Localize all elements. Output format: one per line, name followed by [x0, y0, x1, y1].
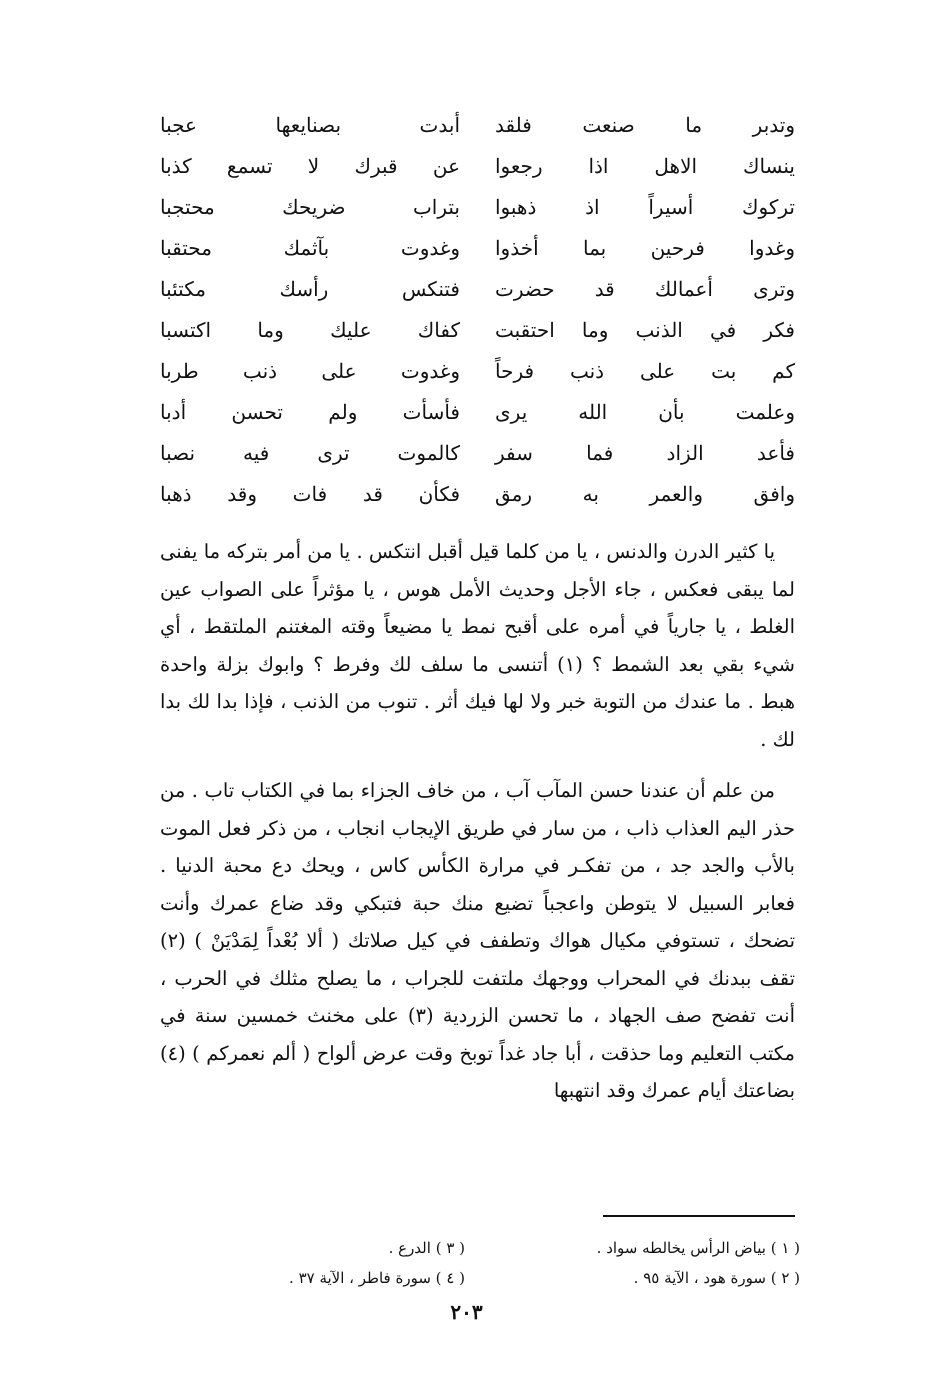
footnotes [190, 1233, 800, 1293]
verse-first-half: فكر في الذنب وما احتقبت [495, 318, 795, 342]
verse [160, 269, 795, 310]
paragraph-second: من علم أن عندنا حسن المآب آب ، من خاف الجزاء بما في الكتاب تاب . من حذر اليم العذاب ذاب ، من سار في طريق الإيجاب انجاب ، من ذكر فعل الموت بالأب والجد جد ، من تفكـر في مرارة الكأس كاس ، ويحك دع محبة الدنيا . فعابر السبيل لا يتوطن واعجباً تضيع منك حبة فتبكي وقد ضاع عمرك وأنت تضحك ، تستوفي مكيال هواك وتطفف في كيل صلاتك ( ألا بُعْداً لِمَدْيَنْ ) (٢) تقف ببدنك في المحراب ووجهك ملتفت للجراب ، ما يصلح مثلك في الحرب ، أنت تفضح صف الجهاد ، ما تحسن الزردية (٣) على مخنث خمسين سنة في مكتب التعليم وما حذقت ، أبا جاد غداً توبخ وقت عرض ألواح ( ألم نعمركم ) (٤) بضاعتك أيام عمرك وقد انتهبها [160, 779, 795, 1102]
page-body [160, 105, 795, 1124]
footnote-4: ( ٤ ) سورة فاطر ، الآية ٣٧ . [289, 1269, 465, 1287]
verse-first-half: فأعد الزاد فما سفر [495, 441, 795, 465]
verse-first-half: وعلمت بأن الله يرى [495, 400, 795, 424]
verse [160, 146, 795, 187]
verse-second-half: وغدوت على ذنب طربا [160, 359, 460, 383]
verse [160, 392, 795, 433]
poem [160, 105, 795, 515]
verse-first-half: كم بت على ذنب فرحاً [495, 359, 795, 383]
verse-first-half: تركوك أسيراً اذ ذهبوا [495, 195, 795, 219]
verse-second-half: فتنكس رأسك مكتئبا [160, 277, 460, 301]
footnote-3: ( ٣ ) الدرع . [388, 1239, 465, 1257]
verse-second-half: فكأن قد فات وقد ذهبا [160, 482, 460, 506]
verse-second-half: بتراب ضريحك محتجبا [160, 195, 460, 219]
verse-first-half: وافق والعمر به رمق [495, 482, 795, 506]
verse-first-half: وترى أعمالك قد حضرت [495, 277, 795, 301]
verse-first-half: وغدوا فرحين بما أخذوا [495, 236, 795, 260]
verse [160, 474, 795, 515]
verse-second-half: وغدوت بآثمك محتقبا [160, 236, 460, 260]
verse-second-half: كفاك عليك وما اكتسبا [160, 318, 460, 342]
paragraph-first: يا كثير الدرن والدنس ، يا من كلما قيل أقبل انتكس . يا من أمر بتركه ما يفنى لما يبقى فعكس ، جاء الأجل وحديث الأمل هوس ، يا مؤثراً على الصواب عين الغلط ، يا جارياً في أمره على أقبح نمط يا مضيعاً وقته المغتنم الملتقط ، أي شيء بقي بعد الشمط ؟ (١) أتنسى ما سلف لك وفرط ؟ وابوك بزلة واحدة هبط . ما عندك من التوبة خبر ولا لها فيك أثر . تنوب من الذنب ، فإذا بدا لك بدا لك . [160, 540, 795, 751]
verse-first-half: وتدبر ما صنعت فلقد [495, 113, 795, 137]
verse-second-half: كالموت ترى فيه نصبا [160, 441, 460, 465]
verse [160, 433, 795, 474]
footnote-2: ( ٢ ) سورة هود ، الآية ٩٥ . [633, 1269, 800, 1287]
verse-second-half: أبدت بصنايعها عجبا [160, 113, 460, 137]
verse [160, 310, 795, 351]
verse [160, 105, 795, 146]
verse [160, 228, 795, 269]
page-number: ٢٠٣ [450, 1300, 483, 1324]
verse-first-half: ينساك الاهل اذا رجعوا [495, 154, 795, 178]
verse [160, 187, 795, 228]
verse-second-half: عن قبرك لا تسمع كذبا [160, 154, 460, 178]
verse-second-half: فأسأت ولم تحسن أدبا [160, 400, 460, 424]
footnote-divider [603, 1215, 795, 1217]
verse [160, 351, 795, 392]
footnote-1: ( ١ ) بياض الرأس يخالطه سواد . [596, 1239, 800, 1257]
